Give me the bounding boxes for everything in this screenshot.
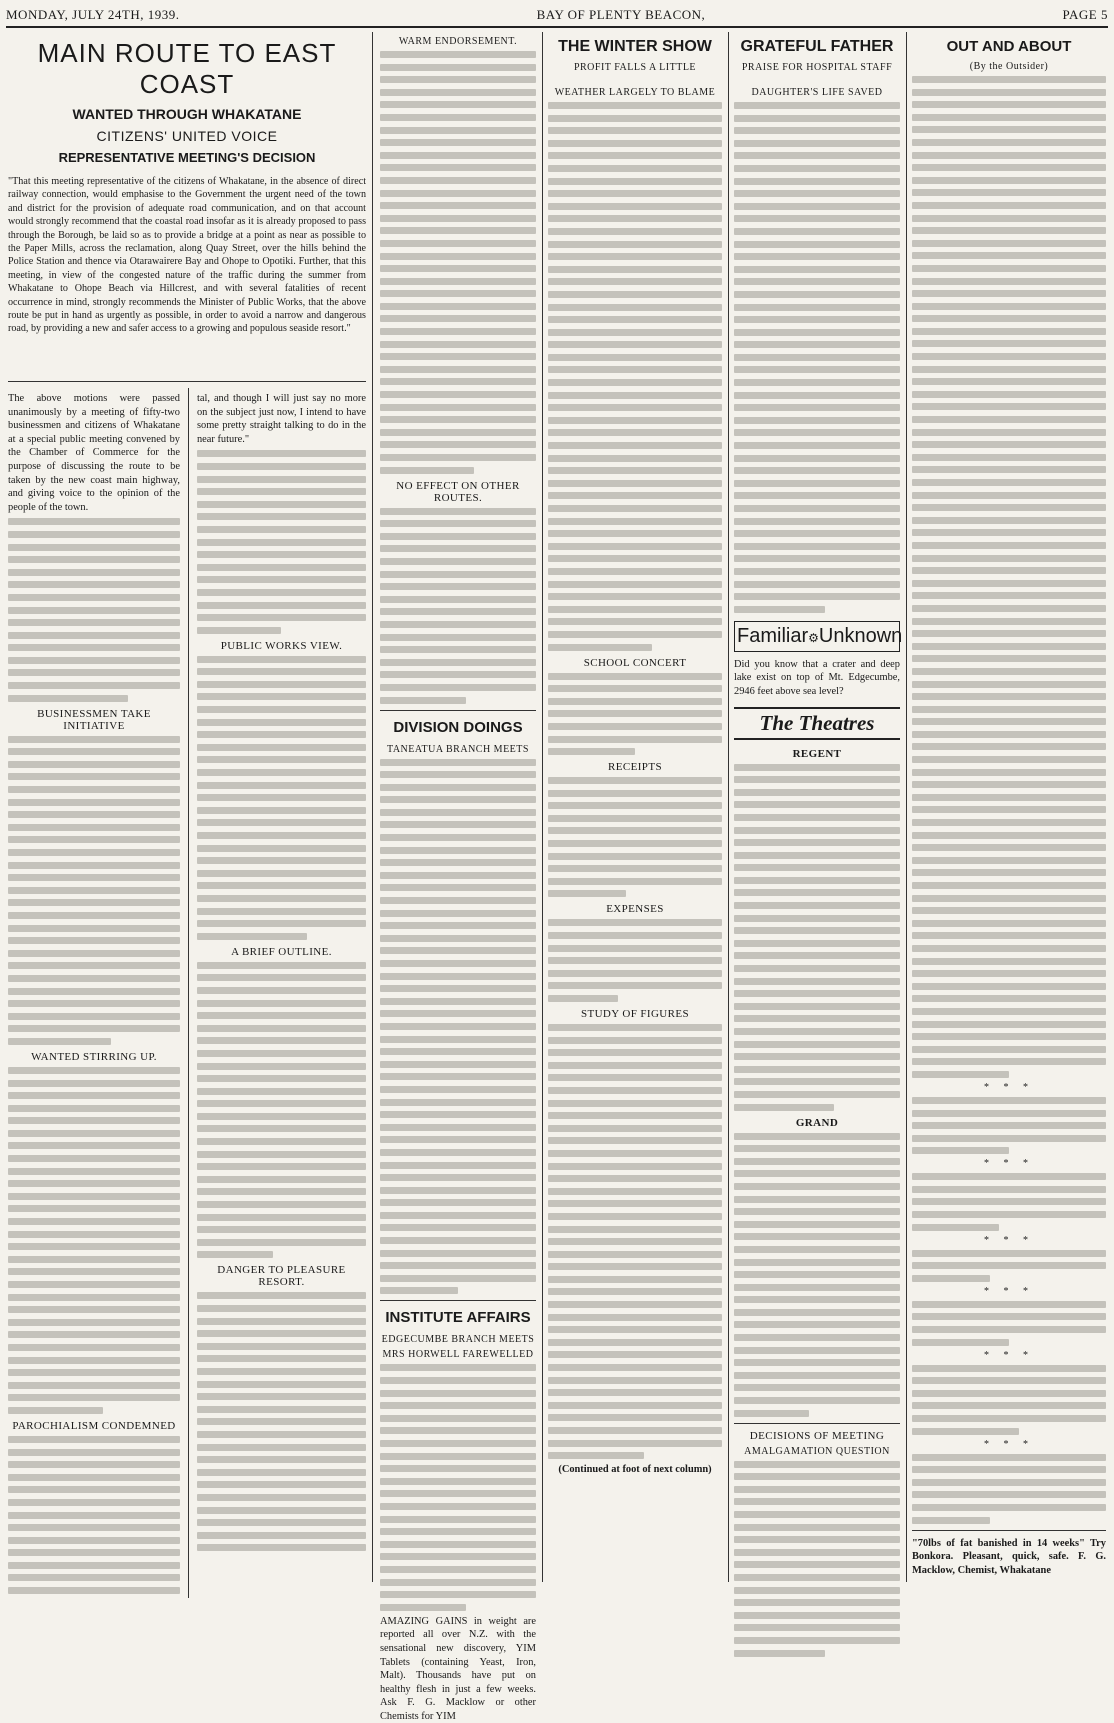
- separator-stars: * * *: [984, 1158, 1034, 1170]
- divider: [734, 1423, 900, 1424]
- section-head: DECISIONS OF MEETING: [749, 1429, 885, 1442]
- right-subcolumn: [197, 388, 366, 1598]
- issue-date: MONDAY, JULY 24TH, 1939.: [6, 7, 180, 22]
- main-route-article: [8, 32, 366, 1582]
- text-lines: [734, 102, 900, 613]
- column-two: [380, 32, 536, 1722]
- text-lines: [197, 1292, 366, 1551]
- section-head: PAROCHIALISM CONDEMNED: [12, 1419, 176, 1432]
- paragraph: The above motions were passed unanimously by a meeting of fifty-two businessmen and citizens of Whakatane at a special public meeting convened by the Chamber of Commerce for the purpose of discussing the route to be taken by the new coast main highway, and giving voice to the opinion of the people of the town.: [8, 393, 180, 513]
- section-head: NO EFFECT ON OTHER ROUTES.: [396, 479, 520, 504]
- separator-stars: * * *: [984, 1438, 1034, 1450]
- left-subcolumn: [8, 388, 180, 1598]
- familiar-unknown-box: Familiar⚙Unknown: [734, 621, 900, 652]
- two-column-body: [8, 388, 366, 1598]
- divider: [8, 381, 366, 382]
- familiar-label: Familiar: [737, 624, 809, 647]
- winter-show-article: [548, 32, 722, 1582]
- text-lines: [912, 76, 1106, 1078]
- text-lines: [734, 1461, 900, 1657]
- divider: [380, 1300, 536, 1301]
- page-header: [6, 4, 1108, 28]
- text-lines: [548, 777, 722, 897]
- separator-stars: * * *: [984, 1285, 1034, 1297]
- section-head: STUDY OF FIGURES: [580, 1008, 690, 1020]
- paper-name: BAY OF PLENTY BEACON,: [536, 7, 706, 22]
- column-four: [734, 32, 903, 1582]
- article-subhead: WEATHER LARGELY TO BLAME: [554, 87, 716, 98]
- institute-headline: INSTITUTE AFFAIRS: [385, 1309, 531, 1327]
- text-lines: [548, 673, 722, 756]
- section-head: WARM ENDORSEMENT.: [398, 36, 518, 47]
- text-lines: [912, 1173, 1106, 1230]
- section-head: WANTED STIRRING UP.: [31, 1050, 157, 1063]
- text-lines: [912, 1301, 1106, 1346]
- article-headline: MAIN ROUTE TO EAST COAST: [37, 38, 337, 99]
- text-lines: [734, 764, 900, 1111]
- institute-subhead: EDGECUMBE BRANCH MEETS: [381, 1334, 535, 1346]
- column-rule: [542, 32, 543, 1582]
- separator-stars: * * *: [984, 1081, 1034, 1093]
- text-lines: [8, 736, 180, 1045]
- continued-note: (Continued at foot of next column): [558, 1464, 712, 1476]
- text-lines: [912, 1097, 1106, 1154]
- section-head: EXPENSES: [606, 903, 664, 916]
- divider: [380, 710, 536, 711]
- out-and-about-column: [912, 32, 1106, 1582]
- article-subhead: CITIZENS' UNITED VOICE: [96, 128, 278, 144]
- text-lines: [912, 1454, 1106, 1524]
- institute-subhead: MRS HORWELL FAREWELLED: [382, 1349, 534, 1361]
- division-headline: DIVISION DOINGS: [393, 718, 523, 736]
- section-head: A BRIEF OUTLINE.: [231, 945, 332, 958]
- bonkora-advert: "70lbs of fat banished in 14 weeks" Try Bonkora. Pleasant, quick, safe. F. G. Macklow, Chemist, Whakatane: [912, 1537, 1106, 1576]
- theatre-name: REGENT: [792, 747, 842, 760]
- text-lines: [8, 1067, 180, 1414]
- crater-fact: Did you know that a crater and deep lake exist on top of Mt. Edgecumbe, 2946 feet above sea level?: [734, 658, 900, 697]
- section-head: SCHOOL CONCERT: [583, 656, 687, 669]
- article-subhead: PROFIT FALLS A LITTLE: [573, 62, 697, 73]
- article-subhead: PRAISE FOR HOSPITAL STAFF: [741, 62, 893, 73]
- section-head: BUSINESSMEN TAKE INITIATIVE: [37, 707, 151, 732]
- division-subhead: TANEATUA BRANCH MEETS: [387, 743, 529, 755]
- paragraph: tal, and though I will just say no more on the subject just now, I intend to have some pretty straight talking to do in the near future.": [196, 393, 366, 445]
- column-byline: (By the Outsider): [969, 61, 1049, 72]
- article-subhead: WANTED THROUGH WHAKATANE: [72, 106, 302, 122]
- text-lines: [548, 102, 722, 651]
- text-lines: [912, 1365, 1106, 1435]
- text-lines: [548, 919, 722, 1002]
- column-rule: [906, 32, 907, 1582]
- divider: [912, 1530, 1106, 1531]
- text-lines: [380, 759, 536, 1295]
- text-lines: [197, 962, 366, 1259]
- text-lines: [734, 1133, 900, 1417]
- theatres-heading: The Theatres: [734, 707, 900, 740]
- text-lines: [380, 508, 536, 704]
- section-head: PUBLIC WORKS VIEW.: [220, 639, 343, 652]
- text-lines: [380, 51, 536, 474]
- article-headline: GRATEFUL FATHER: [740, 38, 894, 55]
- text-lines: [197, 450, 366, 633]
- motion-text: "That this meeting representative of the citizens of Whakatane, in the absence of direct railway connection, would emphasise to the Government the urgent need of the town and district for the provision of adequate road communication, and on that account would strongly recommend that the coastal road insofar as it is already proposed to pass through the Borough, be laid so as to provide a bridge at a point as near as possible to the Paper Mills, across the reclamation, along Quay Street, over the hills behind the Police Station and thence via Otarawairere Bay and Ohope to Opotiki. Further, that this meeting, in view of the congested nature of the traffic during the summer from Whakatane to Ohope Beach via Hillcrest, and with several fatalities of recent occurrence in mind, strongly recommends the Minister of Public Works, that the above route be put in hand as urgently as possible, in order to avoid a narrow and dangerous road, by providing a new and safer access to a growing and populous seaside resort.": [8, 176, 366, 335]
- column-rule: [728, 32, 729, 1582]
- column-rule: [372, 32, 373, 1582]
- section-head: DANGER TO PLEASURE RESORT.: [217, 1264, 346, 1289]
- article-subhead: DAUGHTER'S LIFE SAVED: [751, 87, 883, 98]
- theatre-name: GRAND: [795, 1116, 839, 1129]
- text-lines: [380, 1364, 536, 1610]
- text-lines: [548, 1024, 722, 1459]
- text-lines: [8, 1436, 180, 1594]
- text-lines: [197, 656, 366, 940]
- column-headline: OUT AND ABOUT: [946, 38, 1072, 55]
- article-subhead: REPRESENTATIVE MEETING'S DECISION: [58, 150, 316, 165]
- page-number: PAGE 5: [1062, 7, 1108, 22]
- section-subhead: AMALGAMATION QUESTION: [744, 1445, 890, 1457]
- separator-stars: * * *: [984, 1349, 1034, 1361]
- unknown-label: Unknown: [818, 624, 903, 647]
- article-headline: THE WINTER SHOW: [558, 38, 712, 55]
- subcolumn-rule: [188, 388, 189, 1598]
- text-lines: [912, 1250, 1106, 1282]
- text-lines: [8, 518, 180, 701]
- yim-advert: AMAZING GAINS in weight are reported all over N.Z. with the sensational new discovery, YIM Tablets (containing Yeast, Iron, Malt). Thousands have put on healthy flesh in just a few weeks. Ask F. G. Macklow or other Chemists for YIM: [380, 1615, 536, 1722]
- section-head: RECEIPTS: [608, 761, 662, 774]
- separator-stars: * * *: [984, 1234, 1034, 1246]
